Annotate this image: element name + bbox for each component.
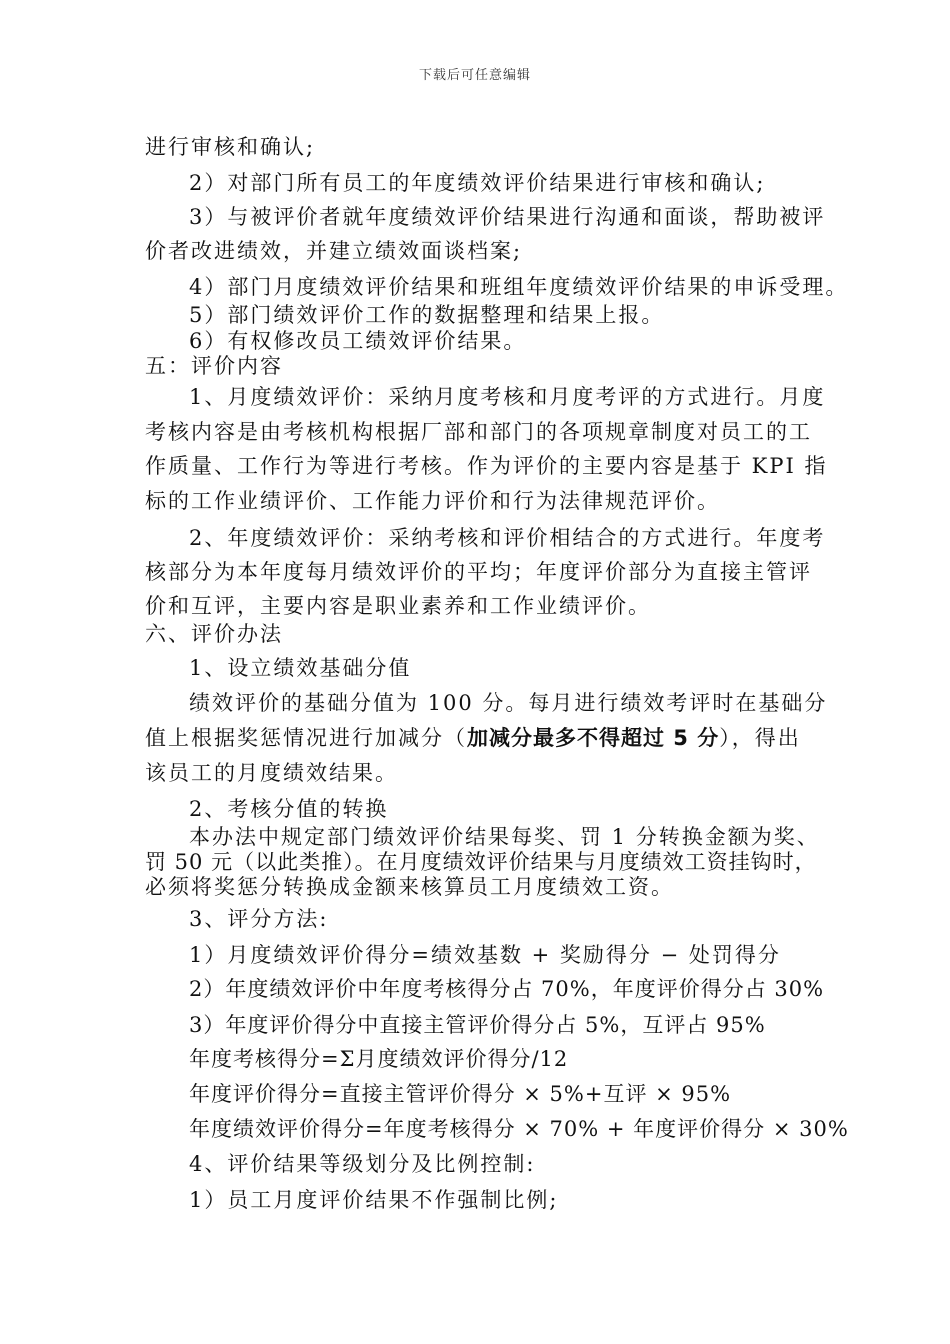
text-line: 1、设立绩效基础分值 [189,656,412,680]
text-line: 标的工作业绩评价、工作能力评价和行为法律规范评价。 [145,489,720,513]
text-line: 进行审核和确认; [145,135,316,159]
section-heading: 六、评价办法 [145,622,283,646]
formula-line: 年度评价得分=直接主管评价得分 × 5%+互评 × 95% [189,1082,732,1106]
formula-line: 年度绩效评价得分=年度考核得分 × 70% + 年度评价得分 × 30% [189,1117,849,1141]
text-line: 罚 50 元（以此类推）。在月度绩效评价结果与月度绩效工资挂钩时， [145,850,817,874]
text-line: 核部分为本年度每月绩效评价的平均；年度评价部分为直接主管评 [145,560,812,584]
text-line: 必须将奖惩分转换成金额来核算员工月度绩效工资。 [145,875,674,899]
text-line: 1、月度绩效评价：采纳月度考核和月度考评的方式进行。月度 [189,385,826,409]
emphasis-text: 加减分最多不得超过 5 分 [467,726,720,750]
text-line: 2、考核分值的转换 [189,797,389,821]
section-heading: 五：评价内容 [145,354,283,378]
page-header: 下载后可任意编辑 [418,68,531,83]
text-line: 3）年度评价得分中直接主管评价得分占 5%，互评占 95% [189,1013,766,1037]
text-line: 3）与被评价者就年度绩效评价结果进行沟通和面谈，帮助被评 [189,205,826,229]
text-line-with-emphasis [145,725,801,751]
text-line: 4、评价结果等级划分及比例控制: [189,1152,536,1176]
text-line: 本办法中规定部门绩效评价结果每奖、罚 1 分转换金额为奖、 [189,825,820,849]
formula-line: 年度考核得分=Σ月度绩效评价得分/12 [189,1047,569,1071]
text-line: 2、年度绩效评价：采纳考核和评价相结合的方式进行。年度考 [189,526,826,550]
text-line: 1）月度绩效评价得分=绩效基数 + 奖励得分 − 处罚得分 [189,943,781,967]
text-segment: ），得出 [719,726,801,750]
text-line: 作质量、工作行为等进行考核。作为评价的主要内容是基于 KPI 指 [145,454,828,478]
text-line: 2）年度绩效评价中年度考核得分占 70%，年度评价得分占 30% [189,977,825,1001]
text-segment: 值上根据奖惩情况进行加减分（ [145,726,467,750]
text-line: 5）部门绩效评价工作的数据整理和结果上报。 [189,303,665,327]
text-line: 6）有权修改员工绩效评价结果。 [189,329,527,353]
text-line: 4）部门月度绩效评价结果和班组年度绩效评价结果的申诉受理。 [189,275,849,299]
text-line: 价者改进绩效，并建立绩效面谈档案; [145,239,523,263]
text-line: 该员工的月度绩效结果。 [145,761,398,785]
text-line: 考核内容是由考核机构根据厂部和部门的各项规章制度对员工的工 [145,420,812,444]
text-line: 绩效评价的基础分值为 100 分。每月进行绩效考评时在基础分 [189,691,828,715]
text-line: 价和互评，主要内容是职业素养和工作业绩评价。 [145,594,651,618]
text-line: 1）员工月度评价结果不作强制比例; [189,1188,559,1212]
text-line: 2）对部门所有员工的年度绩效评价结果进行审核和确认; [189,171,766,195]
text-line: 3、评分方法: [189,907,329,931]
